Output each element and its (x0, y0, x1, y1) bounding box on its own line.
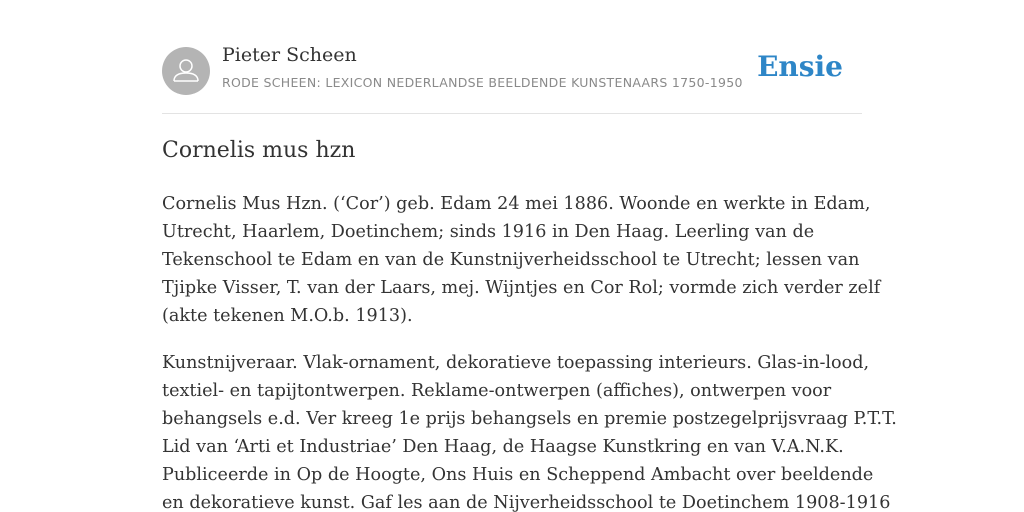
paragraph (162, 190, 881, 330)
text-line: behangsels e.d. Ver kreeg 1e prijs behangsels en premie postzegelprijsvraag P.T.T. (162, 409, 897, 429)
brand-logo[interactable]: Ensie (757, 50, 843, 83)
paragraph (162, 349, 897, 512)
author-name[interactable]: Pieter Scheen (222, 44, 357, 66)
text-line: Tekenschool te Edam en van de Kunstnijverheidsschool te Utrecht; lessen van (162, 250, 860, 270)
text-line: textiel- en tapijtontwerpen. Reklame-ontwerpen (affiches), ontwerpen voor (162, 381, 832, 401)
text-line: en dekoratieve kunst. Gaf les aan de Nijverheidsschool te Doetinchem 1908-1916 (162, 493, 891, 512)
avatar[interactable] (162, 47, 210, 95)
text-line: Utrecht, Haarlem, Doetinchem; sinds 1916 in Den Haag. Leerling van de (162, 222, 815, 242)
text-line: Lid van ‘Arti et Industriae’ Den Haag, de Haagse Kunstkring en van V.A.N.K. (162, 437, 844, 457)
text-line: Tjipke Visser, T. van der Laars, mej. Wijntjes en Cor Rol; vormde zich verder zelf (162, 278, 881, 298)
article-header (162, 0, 862, 114)
text-line: (akte tekenen M.O.b. 1913). (162, 306, 413, 326)
article-body (162, 190, 897, 512)
article-page (162, 0, 897, 512)
text-line: Cornelis Mus Hzn. (‘Cor’) geb. Edam 24 mei 1886. Woonde en werkte in Edam, (162, 194, 871, 214)
source-title[interactable]: RODE SCHEEN: LEXICON NEDERLANDSE BEELDENDE KUNSTENAARS 1750-1950 (222, 75, 743, 90)
text-line: Publiceerde in Op de Hoogte, Ons Huis en Scheppend Ambacht over beeldende (162, 465, 874, 485)
user-icon (162, 47, 210, 95)
text-line: Kunstnijveraar. Vlak-ornament, dekoratieve toepassing interieurs. Glas-in-lood, (162, 353, 870, 373)
article-title: Cornelis mus hzn (162, 138, 356, 163)
